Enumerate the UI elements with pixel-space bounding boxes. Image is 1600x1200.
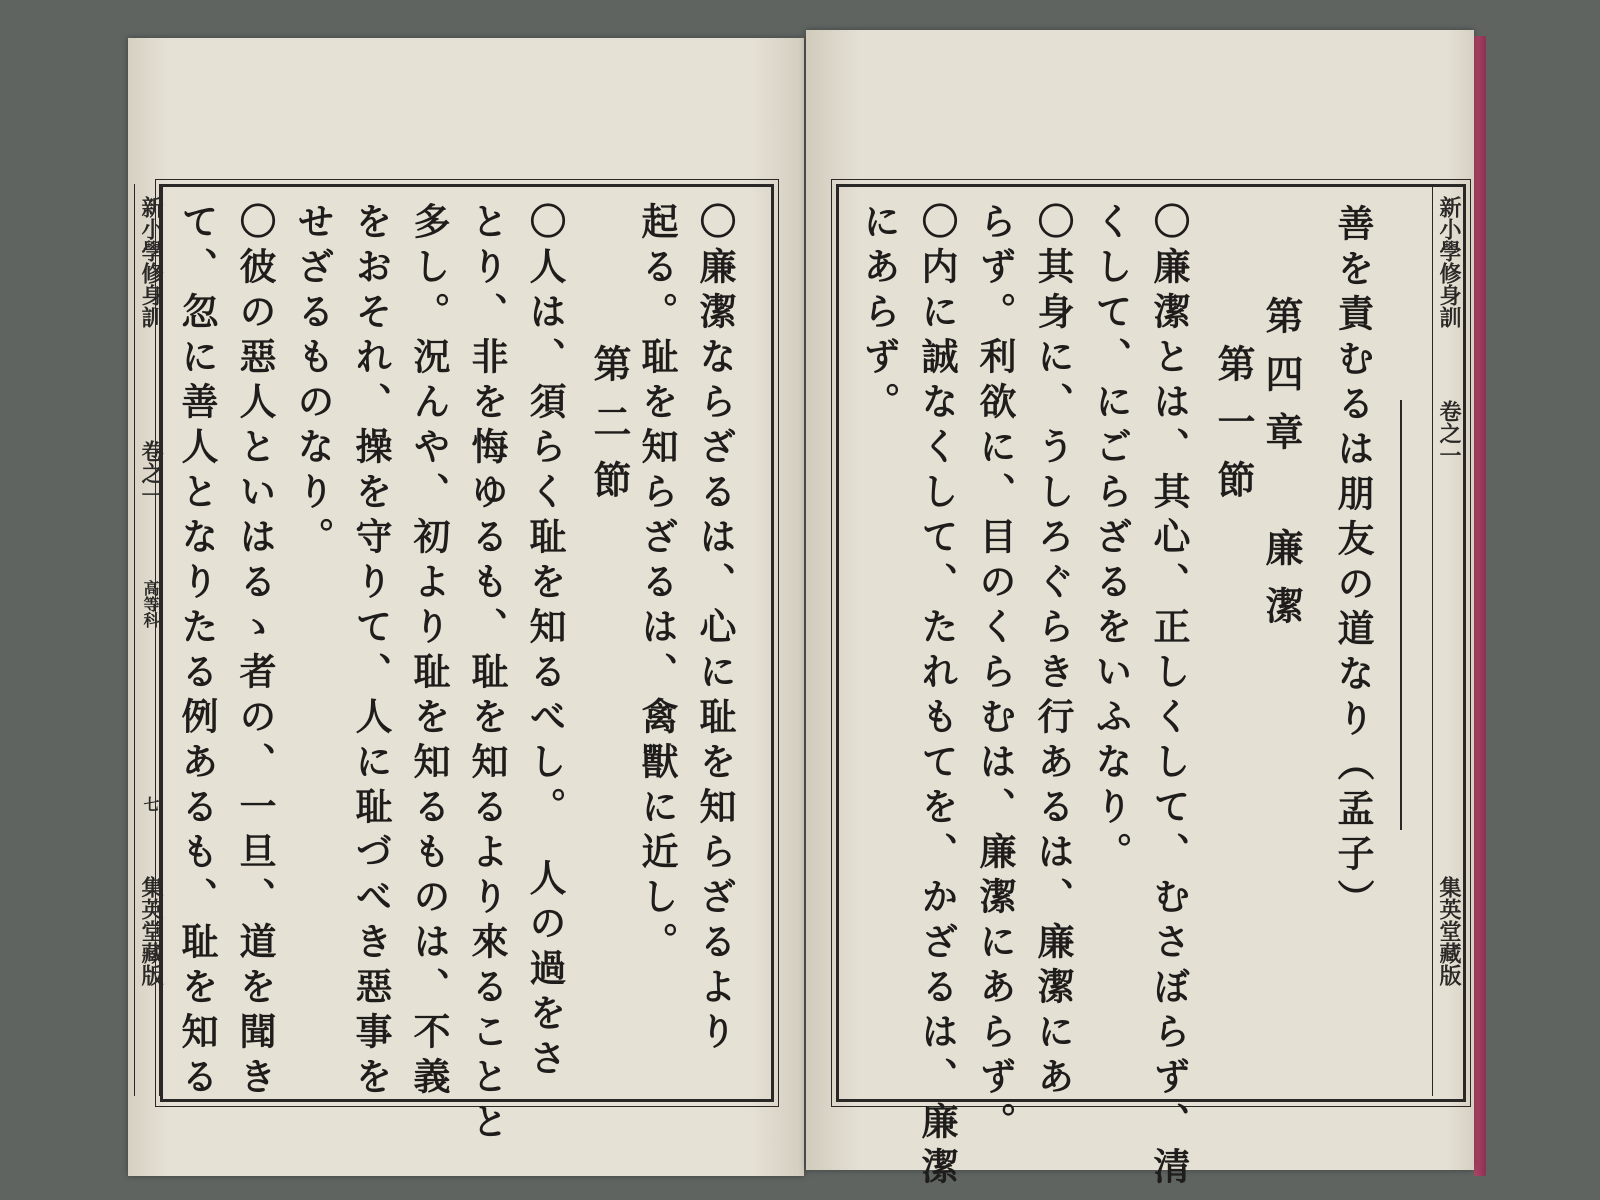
left-col-1: 〇廉潔ならざるは、心に耻を知らざるより [693, 202, 737, 1057]
right-col-4: 〇廉潔とは、其心、正しくして、むさぼらず、清 [1147, 202, 1191, 1192]
right-margin-title: 新小學修身訓 [1436, 196, 1462, 328]
right-proverb-column: 善を責むるは朋友の道なり（孟子） [1331, 204, 1375, 924]
right-col-5: くして、にごらざるをいふなり。 [1089, 202, 1133, 877]
book-spine [1474, 36, 1486, 1176]
left-col-7: をおそれ、操を守りて、人に耻づべき惡事を [349, 202, 393, 1102]
right-margin-volume: 卷之一 [1436, 400, 1462, 466]
right-col-6: 〇其身に、うしろぐらき行あるは、廉潔にあ [1031, 202, 1075, 1102]
left-section-heading: 第二節 [587, 344, 632, 518]
left-margin-publisher: 集英堂藏版 [138, 876, 164, 986]
right-margin-publisher: 集英堂藏版 [1436, 876, 1462, 986]
left-col-9: 〇彼の惡人といはるゝ者の、一旦、道を聞き [233, 202, 277, 1102]
left-margin-title: 新小學修身訓 [138, 196, 164, 328]
left-margin-grade: 高等科 [141, 580, 160, 628]
right-col-9: にあらず。 [857, 202, 901, 427]
right-proverb-rule [1400, 400, 1402, 830]
right-col-7: らず。利欲に、目のくらむは、廉潔にあらず。 [973, 202, 1017, 1147]
left-col-4: 〇人は、須らく耻を知るべし。 人の過をさ [523, 202, 567, 1084]
left-col-2: 起る。耻を知らざるは、禽獸に近し。 [635, 202, 679, 967]
left-margin-volume: 卷之一 [138, 440, 164, 506]
right-col-8: 〇内に誠なくして、たれもてを、かざるは、廉潔 [915, 202, 959, 1192]
left-col-10: て、忽に善人となりたる例あるも、耻を知る [175, 202, 219, 1102]
left-margin-folio: 七 [141, 796, 160, 812]
left-col-8: せざるものなり。 [291, 202, 335, 562]
chapter-heading: 第四章 廉潔 [1259, 296, 1304, 644]
left-col-5: とり、非を悔ゆるも、耻を知るより來ることと [465, 202, 509, 1147]
right-section-heading: 第一節 [1211, 344, 1256, 518]
left-col-6: 多し。況んや、初より耻を知るものは、不義 [407, 202, 451, 1102]
